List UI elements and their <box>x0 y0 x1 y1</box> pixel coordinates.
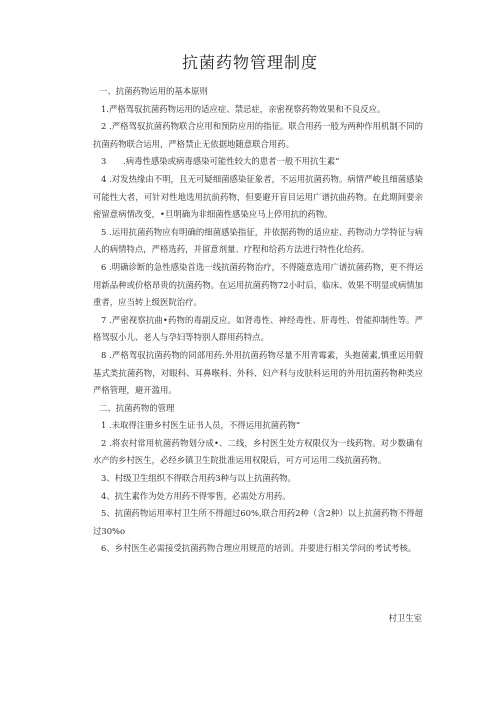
paragraph: 7 .严密视察抗曲•药物的毒副反应。如肾毒性、神经毒性、肝毒性、骨能抑制性等。严格驾驭小儿、老人与孕妇等特别人群用药特点。 <box>93 314 423 343</box>
paragraph: 8 .严格驾驭抗菌药物的同部用药.外用抗菌药物尽量不用青霉素，头抱菌素,慎重运用假基式类抗菌药物，对眼科、耳鼻喉科、外科、妇产科与皮肤科运用的外用抗菌药物种类应严格管理，避开滥用。 <box>93 349 423 396</box>
paragraph: 1 .未取得注册乡村医生证书人员，不得运用抗菌药物“ <box>101 420 301 431</box>
paragraph: 2 .将农村常用杭菌药物划分成•、二线，乡村医生处方权限仅为一线药物。对少数确有水产的乡村医生，必经乡镇卫生院批准运用权限后，可方可运用二线抗菌药物。 <box>93 437 423 466</box>
section-heading-management: 二、抗菌药物的管理 <box>99 402 175 413</box>
document-body <box>93 83 423 558</box>
paragraph: 5 .运用抗菌药物应有明确的细菌感染指征，并依据药物的适应症、药物动力学特征与病人的病情特点，严格选药，并留意剂量、疗程和给药方法进行特性化给药。 <box>93 226 423 255</box>
paragraph: 3 .病毒性感染或病毒感染可能性较大的患者一般不用抗生素“ <box>101 156 340 167</box>
paragraph: 4、抗生素作为处方用药不得零售，必需处方用药。 <box>101 490 291 501</box>
paragraph: 1.严格驾驭抗菌药物运用的适应症、禁忌症，亲密视察药物效果和不良反应。 <box>101 103 386 114</box>
paragraph: 4 .对发热缘由不明，且无可疑细菌感染征象者，不运用抗菌药物。病情严峻且细菌感染可能性大者，可针对性地选用抗前药物，但要避开盲目运用广谱抗曲药物。在此期间要亲密留意病情改变，•旦明确为非细菌性感染应马上停用抗的药物。 <box>93 173 423 220</box>
paragraph: 2 .严格驾驭抗菌药物联合应用和预防应用的指征。联合用药一般为两种作用机制不同的抗菌药物联合运用，严格禁止无依据地随意联合用药。 <box>93 121 423 149</box>
section-heading-principles: 一、抗菌药物运用的基本原则 <box>99 86 208 96</box>
paragraph: 3、村级卫生组织不得联合用药3种与以上抗菌药物。 <box>101 473 296 484</box>
paragraph: 6 .明确诊断的急性感染首选一线抗菌药物治疗，不得随意选用广谱抗菌药物，更不得运用新品种或价格昂贵的抗菌药物。在运用抗菌药物72小时后，临床、效果不明显或病情加重者，应当转上级医院治疗。 <box>93 261 423 308</box>
document-title: 抗菌药物管理制度 <box>181 53 318 72</box>
paragraph: 6、乡村医生必需接受抗菌药物合理应用规范的培训。并要进行相关学问的考试考核。 <box>101 543 417 554</box>
signature: 村卫生室 <box>388 613 422 623</box>
paragraph: 5、抗菌药物运用率村卫生所不得超过60%,联合用药2种（含2种）以上抗菌药物不得超过30%o <box>93 508 424 536</box>
